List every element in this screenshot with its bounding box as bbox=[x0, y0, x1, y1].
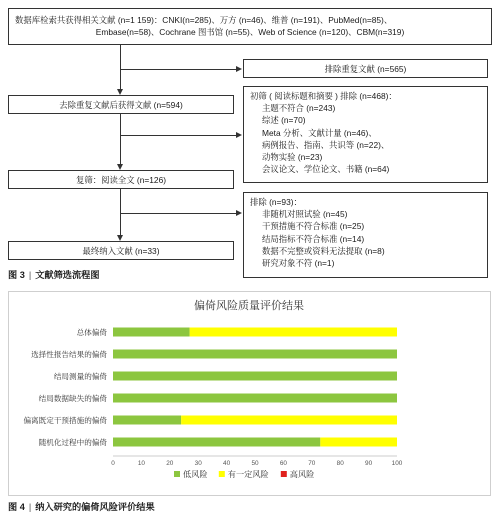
initial-screen-item: 动物实验 (n=23) bbox=[262, 151, 323, 162]
category-label: 结局数据缺失的偏倚 bbox=[38, 394, 107, 403]
legend-swatch-1 bbox=[219, 471, 225, 477]
initial-screen-exclusion-box bbox=[243, 86, 488, 183]
legend-swatch-0 bbox=[174, 471, 180, 477]
initial-screen-item: Meta 分析、文献计量 (n=46)、 bbox=[262, 127, 377, 138]
arrow-to-initial-screen bbox=[236, 132, 242, 138]
x-tick-label: 50 bbox=[251, 460, 259, 467]
x-tick-label: 0 bbox=[111, 460, 115, 467]
connector-to-exclude-dup bbox=[120, 69, 236, 70]
x-tick-label: 10 bbox=[137, 460, 145, 467]
initial-screen-title: 初筛 ( 阅读标题和摘要 ) 排除 (n=468)： bbox=[250, 91, 397, 101]
search-results-line-1: 数据库检索共获得相关文献 (n=1 159)：CNKI(n=285)、万方 (n=46)、维普 (n=191)、PubMed(n=85)、 bbox=[15, 15, 393, 25]
after-dedup-box bbox=[8, 95, 234, 114]
connector-trunk-3 bbox=[120, 189, 121, 235]
search-results-box bbox=[8, 8, 492, 45]
full-text-exclusion-item: 研究对象不符 (n=1) bbox=[262, 257, 335, 268]
bar-segment-0 bbox=[113, 328, 190, 337]
x-tick-label: 100 bbox=[391, 460, 403, 467]
full-text-exclusion-item: 结局指标不符合标准 (n=14) bbox=[262, 233, 365, 244]
x-tick-label: 40 bbox=[223, 460, 231, 467]
figure-4-separator: | bbox=[28, 502, 32, 512]
final-included-box bbox=[8, 241, 234, 260]
connector-trunk-2 bbox=[120, 114, 121, 164]
bar-segment-0 bbox=[113, 350, 397, 359]
x-tick-label: 70 bbox=[308, 460, 316, 467]
full-text-exclusion-item: 非随机对照试验 (n=45) bbox=[262, 209, 348, 220]
figure-4-text: 纳入研究的偏倚风险评价结果 bbox=[35, 502, 155, 512]
category-label: 偏离既定干预措施的偏倚 bbox=[23, 416, 107, 425]
x-tick-label: 90 bbox=[365, 460, 373, 467]
bias-risk-chart-svg bbox=[9, 292, 490, 495]
full-text-exclusion-item: 数据不完整或资料无法提取 (n=8) bbox=[262, 245, 385, 256]
x-tick-label: 20 bbox=[166, 460, 174, 467]
category-label: 选择性报告结果的偏倚 bbox=[31, 350, 107, 359]
category-label: 总体偏倚 bbox=[76, 328, 107, 337]
initial-screen-item: 主题不符合 (n=243) bbox=[262, 103, 336, 114]
bar-segment-0 bbox=[113, 394, 397, 403]
full-text-exclusion-item: 干预措施不符合标准 (n=25) bbox=[262, 221, 365, 232]
exclude-duplicates-box bbox=[243, 59, 488, 78]
figure-3-caption bbox=[8, 267, 100, 281]
arrow-to-exclude-dup bbox=[236, 66, 242, 72]
full-text-screen-text: 复筛：阅读全文 (n=126) bbox=[75, 175, 167, 185]
figure-3-separator: | bbox=[28, 270, 32, 280]
category-label: 随机化过程中的偏倚 bbox=[38, 438, 107, 447]
bar-segment-0 bbox=[113, 416, 181, 425]
full-text-exclusion-box bbox=[243, 192, 488, 278]
bar-segment-1 bbox=[190, 328, 397, 337]
bar-segment-0 bbox=[113, 372, 397, 381]
x-tick-label: 60 bbox=[279, 460, 287, 467]
bar-segment-1 bbox=[181, 416, 397, 425]
initial-screen-item: 病例报告、指南、共识等 (n=22)、 bbox=[262, 139, 390, 150]
legend-label-2: 高风险 bbox=[289, 470, 315, 479]
initial-screen-item: 会议论文、学位论文、书籍 (n=64) bbox=[262, 164, 390, 175]
legend-label-0: 低风险 bbox=[183, 470, 208, 479]
legend-label-1: 有一定风险 bbox=[227, 470, 269, 479]
bias-risk-chart bbox=[8, 291, 491, 496]
category-label: 结局测量的偏倚 bbox=[53, 372, 107, 381]
bar-segment-0 bbox=[113, 438, 320, 447]
arrow-to-exclude-box bbox=[236, 210, 242, 216]
exclude-duplicates-text: 排除重复文献 (n=565) bbox=[324, 64, 407, 74]
connector-to-exclude-box bbox=[120, 213, 236, 214]
connector-to-initial-screen bbox=[120, 135, 236, 136]
initial-screen-item: 综述 (n=70) bbox=[262, 115, 306, 126]
full-text-exclusion-title: 排除 (n=93)： bbox=[250, 197, 302, 207]
final-included-text: 最终纳入文献 (n=33) bbox=[82, 246, 160, 256]
figure-4-caption bbox=[8, 499, 155, 513]
x-tick-label: 30 bbox=[194, 460, 202, 467]
search-results-line-2: Embase(n=58)、Cochrane 图书馆 (n=55)、Web of Science (n=120)、CBM(n=319) bbox=[95, 27, 405, 38]
chart-title: 偏倚风险质量评价结果 bbox=[194, 300, 304, 312]
bar-segment-1 bbox=[320, 438, 397, 447]
x-tick-label: 80 bbox=[336, 460, 344, 467]
after-dedup-text: 去除重复文献后获得文献 (n=594) bbox=[59, 100, 183, 110]
legend-swatch-2 bbox=[281, 471, 287, 477]
connector-trunk-1 bbox=[120, 45, 121, 89]
figure-3-text: 文献筛选流程图 bbox=[35, 270, 100, 280]
full-text-screen-box bbox=[8, 170, 234, 189]
figure-3-label: 图 3 bbox=[8, 270, 25, 280]
figure-4-label: 图 4 bbox=[8, 502, 25, 512]
